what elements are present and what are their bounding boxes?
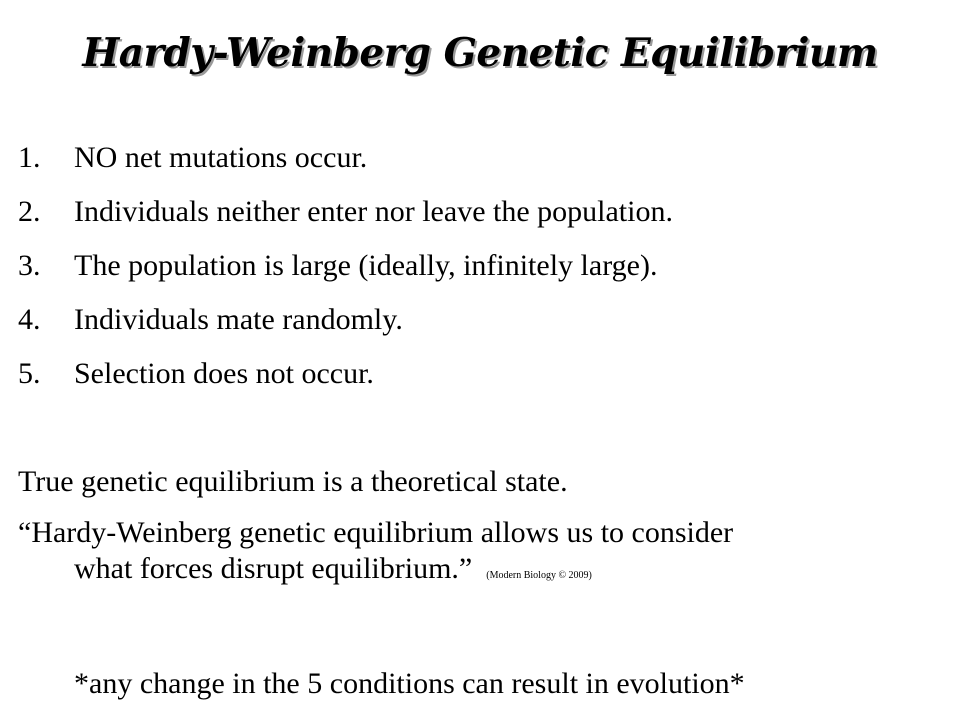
quote-line-2-wrap [18, 551, 733, 594]
condition-number: 2. [18, 195, 41, 228]
condition-number: 5. [18, 357, 41, 390]
slide-title: Hardy-Weinberg Genetic Equilibrium [82, 30, 878, 76]
condition-item [18, 248, 673, 284]
condition-text: Individuals mate randomly. [74, 303, 403, 336]
condition-text: Selection does not occur. [74, 357, 374, 390]
evolution-note: *any change in the 5 conditions can result in evolution* [74, 667, 745, 700]
condition-number: 1. [18, 141, 41, 174]
condition-text: NO net mutations occur. [74, 141, 368, 174]
condition-item [18, 302, 673, 338]
condition-number: 4. [18, 303, 41, 336]
quote-line-2: what forces disrupt equilibrium.” [74, 552, 473, 585]
condition-text: Individuals neither enter nor leave the population. [74, 195, 673, 228]
equilibrium-statement: True genetic equilibrium is a theoretical state. [18, 465, 568, 498]
citation: (Modern Biology © 2009) [486, 570, 592, 581]
condition-item [18, 356, 673, 392]
quote-line-1: “Hardy-Weinberg genetic equilibrium allows us to consider [18, 516, 734, 549]
condition-item [18, 194, 673, 230]
quote-block [18, 515, 733, 594]
condition-number: 3. [18, 249, 41, 282]
condition-text: The population is large (ideally, infinitely large). [74, 249, 658, 282]
condition-item [18, 140, 673, 176]
conditions-list [18, 140, 673, 410]
